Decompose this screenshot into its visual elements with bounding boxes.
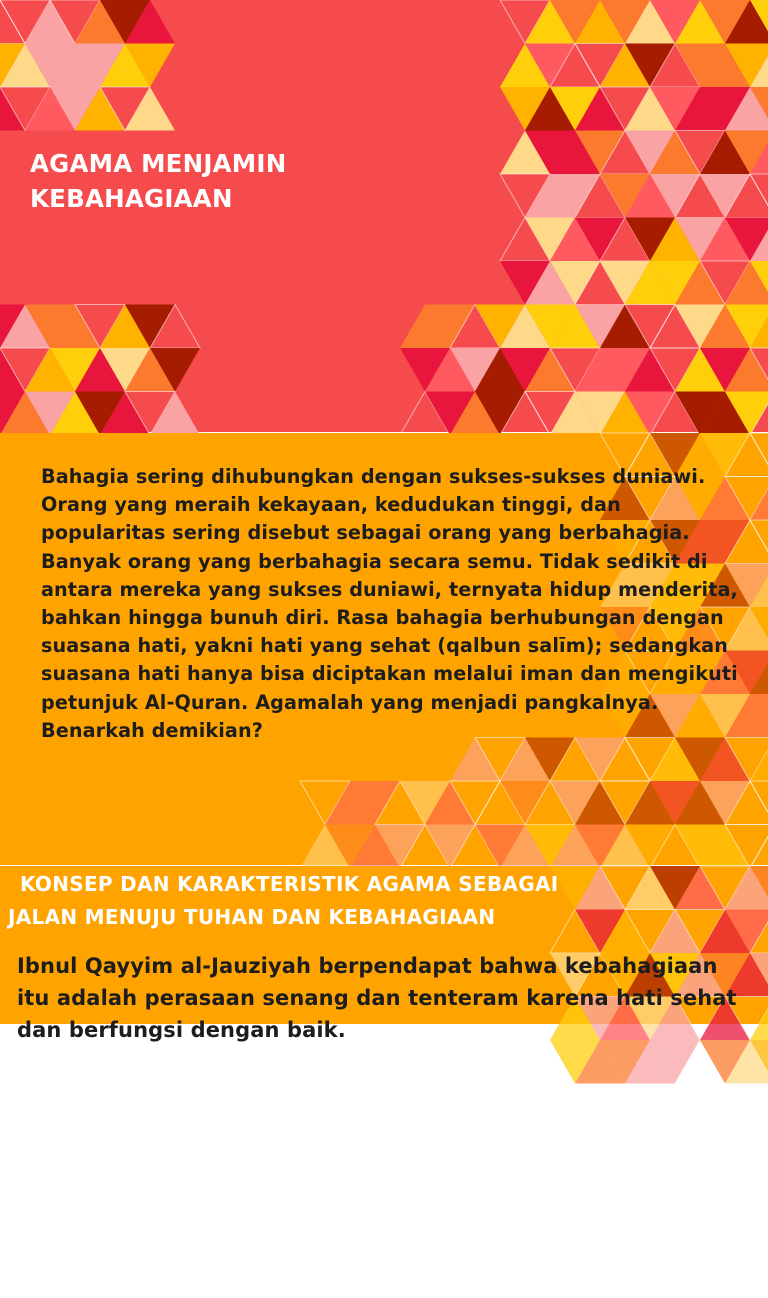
slide-1 <box>0 0 768 432</box>
triangle-tile <box>500 781 550 825</box>
slide-body-text: Bahagia sering dihubungkan dengan sukses-sukses duniawi. Orang yang meraih kekayaan, kedudukan tinggi, dan popularitas sering disebut sebagai orang yang berbahagia. Banyak orang yang berbahagia secara semu. Tidak sedikit di antara mereka yang sukses duniawi, ternyata hidup menderita, bahkan hingga bunuh diri. Rasa bahagia berhubungan dengan suasana hati, yakni hati yang sehat (qalbun salīm); sedangkan suasana hati hanya bisa diciptakan melalui iman dan mengikuti petunjuk Al-Quran. Agamalah yang menjadi pangkalnya. Benarkah demikian? <box>41 465 738 742</box>
triangle-tile <box>750 520 768 564</box>
slide-title: AGAMA MENJAMIN KEBAHAGIAAN <box>30 149 287 213</box>
triangle-tile <box>150 392 200 436</box>
slide-title <box>8 868 708 934</box>
triangle-tile <box>25 0 75 44</box>
triangle-tile <box>750 738 768 782</box>
triangle-tile <box>750 997 768 1041</box>
triangle-tile <box>425 825 475 869</box>
triangle-tile <box>750 781 768 825</box>
slide-3 <box>0 866 768 1042</box>
triangle-tile <box>750 174 768 218</box>
triangle-tile <box>750 825 768 869</box>
slide-body-text: Ibnul Qayyim al-Jauziyah berpendapat bahwa kebahagiaan itu adalah perasaan senang dan tenteram karena hati sehat dan berfungsi dengan baik. <box>17 954 737 1042</box>
slide-title-line-2: JALAN MENUJU TUHAN DAN KEBAHAGIAAN <box>8 905 496 929</box>
triangle-pattern-decoration <box>0 0 768 432</box>
triangle-tile <box>750 433 768 477</box>
triangle-tile <box>700 174 750 218</box>
slide-2 <box>0 433 768 865</box>
triangle-tile <box>125 87 175 131</box>
triangle-tile <box>750 477 768 521</box>
slide-title-line-1: KONSEP DAN KARAKTERISTIK AGAMA SEBAGAI <box>20 872 559 896</box>
